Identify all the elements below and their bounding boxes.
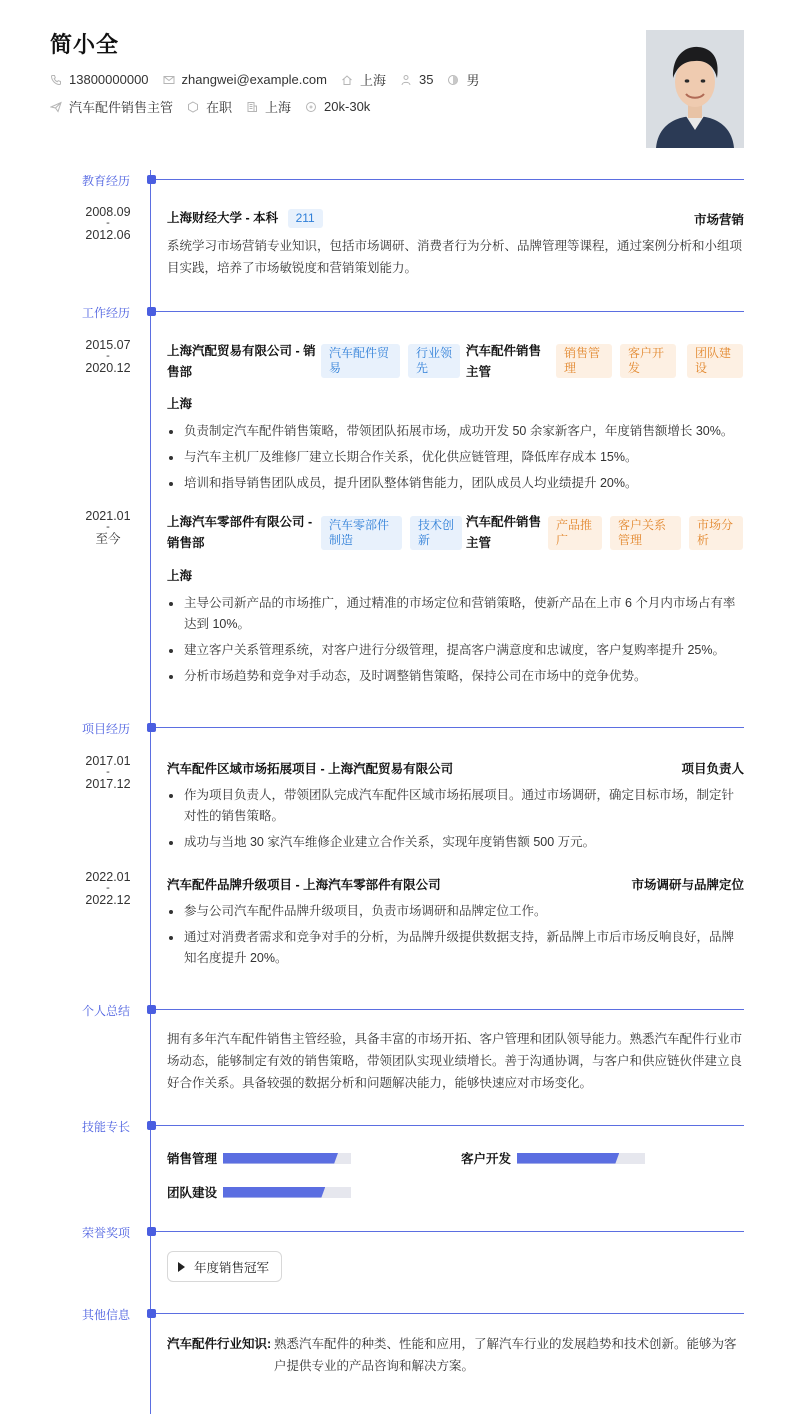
industry-tag: 汽车零部件制造: [321, 516, 402, 550]
list-item: 建立客户关系管理系统，对客户进行分级管理，提高客户满意度和忠诚度，客户复购率提升 25%。: [167, 640, 744, 661]
money-icon: [305, 101, 317, 113]
list-item: 培训和指导销售团队成员，提升团队整体销售能力，团队成员人均业绩提升 20%。: [167, 473, 744, 494]
skill-item: [167, 1149, 351, 1167]
date-end: 2012.06: [85, 228, 131, 242]
list-item: 作为项目负责人，带领团队完成汽车配件区域市场拓展项目。通过市场调研，确定目标市场，制定针对性的销售策略。: [167, 785, 744, 827]
email-info: [163, 72, 327, 87]
status-info: [187, 97, 232, 116]
job-intent-row: [50, 97, 384, 116]
age-text: 35: [418, 72, 434, 87]
list-item: 与汽车主机厂及维修厂建立长期合作关系，优化供应链管理，降低库存成本 15%。: [167, 447, 744, 468]
project-date: [68, 871, 148, 906]
home-icon: [341, 74, 353, 86]
other-info-label: 汽车配件行业知识:: [167, 1337, 272, 1351]
company-name: 上海汽车零部件有限公司 - 销售部: [167, 515, 313, 550]
list-item: 成功与当地 30 家汽车维修企业建立合作关系，实现年度销售额 500 万元。: [167, 832, 744, 853]
section-divider: [156, 1125, 744, 1126]
target-position-text: 汽车配件销售主管: [69, 100, 174, 115]
major: 市场营销: [693, 213, 744, 227]
gender-info: [447, 70, 479, 89]
work-bullets: [167, 421, 744, 499]
salary-text: 20k-30k: [324, 99, 371, 114]
date-start: 2022.01: [85, 870, 131, 884]
phone-icon: [50, 74, 62, 86]
profile-photo: [646, 30, 744, 148]
target-city-text: 上海: [265, 100, 292, 115]
city-info: [341, 70, 386, 89]
project-title: 汽车配件区域市场拓展项目 - 上海汽配贸易有限公司: [167, 762, 454, 776]
section-marker: [147, 1121, 156, 1130]
person-icon: [400, 74, 412, 86]
date-end: 2022.12: [85, 893, 131, 907]
salary-info: [305, 99, 370, 114]
date-start: 2017.01: [85, 754, 131, 768]
gender-icon: [447, 74, 459, 86]
date-start: 2008.09: [85, 205, 131, 219]
date-end: 至今: [95, 532, 121, 546]
skill-item: [461, 1149, 645, 1167]
section-divider: [156, 1313, 744, 1314]
target-position-info: [50, 97, 173, 116]
skill-bar-fill: [223, 1187, 325, 1198]
skill-tag: 客户关系管理: [610, 516, 681, 550]
email-text: zhangwei@example.com: [181, 72, 327, 87]
work-bullets: [167, 593, 744, 692]
summary-text: 拥有多年汽车配件销售主管经验，具备丰富的市场开拓、客户管理和团队领导能力。熟悉汽车配件行业市场动态，能够制定有效的销售策略，带领团队实现业绩增长。善于沟通协调，与客户和供应链伙伴建立良好合作关系。具备较强的数据分析和问题解决能力，能够快速应对市场变化。: [167, 1032, 743, 1090]
mail-icon: [163, 74, 175, 86]
skill-tag: 客户开发: [620, 344, 676, 378]
date-separator: -: [106, 882, 110, 894]
award-text: 年度销售冠军: [194, 1260, 270, 1275]
project-bullets: [167, 901, 744, 974]
date-start: 2015.07: [85, 338, 131, 352]
date-start: 2021.01: [85, 509, 131, 523]
section-marker: [147, 1005, 156, 1014]
section-marker: [147, 175, 156, 184]
project-date: [68, 755, 148, 790]
school-tag: 211: [288, 209, 323, 228]
section-title-summary: 个人总结: [81, 1004, 130, 1018]
skill-tag: 团队建设: [687, 344, 743, 378]
city-text: 上海: [359, 73, 386, 88]
skill-bar: [517, 1153, 645, 1164]
skill-item: [167, 1183, 351, 1201]
send-icon: [50, 101, 62, 113]
section-marker: [147, 1227, 156, 1236]
list-item: 主导公司新产品的市场推广，通过精准的市场定位和营销策略，使新产品在上市 6 个月内市场占有率达到 10%。: [167, 593, 744, 635]
section-title-education: 教育经历: [81, 174, 130, 188]
date-end: 2017.12: [85, 777, 131, 791]
other-info-text: 熟悉汽车配件的种类、性能和应用，了解汽车行业的发展趋势和技术创新。能够为客户提供专业的产品咨询和解决方案。: [274, 1337, 737, 1373]
work-date: [68, 339, 148, 374]
job-role: 汽车配件销售主管: [466, 344, 542, 379]
skill-bar: [223, 1187, 351, 1198]
skill-tag: 市场分析: [689, 516, 743, 550]
industry-tag: 行业领先: [408, 344, 460, 378]
section-divider: [156, 1231, 744, 1232]
skill-bar-fill: [223, 1153, 338, 1164]
list-item: 分析市场趋势和竞争对手动态，及时调整销售策略，保持公司在市场中的竞争优势。: [167, 666, 744, 687]
section-title-other: 其他信息: [81, 1308, 130, 1322]
skill-name: 客户开发: [461, 1152, 512, 1166]
section-marker: [147, 307, 156, 316]
school-name: 上海财经大学 - 本科: [167, 211, 279, 225]
date-separator: -: [106, 766, 110, 778]
date-separator: -: [106, 217, 110, 229]
section-title-awards: 荣誉奖项: [81, 1226, 130, 1240]
section-divider: [156, 1009, 744, 1010]
age-info: [400, 72, 433, 87]
section-divider: [156, 727, 744, 728]
work-date: [68, 510, 148, 545]
section-title-projects: 项目经历: [81, 722, 130, 736]
target-city-info: [246, 97, 291, 116]
section-divider: [156, 179, 744, 180]
phone-text: 13800000000: [69, 72, 149, 87]
list-item: 负责制定汽车配件销售策略，带领团队拓展市场，成功开发 50 余家新客户，年度销售额增长 30%。: [167, 421, 744, 442]
gender-text: 男: [466, 73, 480, 88]
work-location: 上海: [167, 397, 193, 411]
education-header: [167, 208, 744, 228]
project-bullets: [167, 785, 744, 858]
industry-tag: 汽车配件贸易: [321, 344, 400, 378]
project-role: 市场调研与品牌定位: [631, 878, 744, 892]
contact-row: [50, 70, 493, 89]
project-role: 项目负责人: [681, 762, 744, 776]
resume-name: 简小全: [50, 32, 120, 57]
award-badge: [167, 1251, 282, 1282]
section-divider: [156, 311, 744, 312]
section-marker: [147, 1309, 156, 1318]
date-separator: -: [106, 350, 110, 362]
status-icon: [187, 101, 199, 113]
skill-bar: [223, 1153, 351, 1164]
education-date: [68, 206, 148, 241]
building-icon: [246, 101, 258, 113]
education-description: 系统学习市场营销专业知识，包括市场调研、消费者行为分析、品牌管理等课程，通过案例分析和小组项目实践，培养了市场敏锐度和营销策划能力。: [167, 239, 743, 275]
list-item: 通过对消费者需求和竞争对手的分析，为品牌升级提供数据支持，新品牌上市后市场反响良好，品牌知名度提升 20%。: [167, 927, 744, 969]
industry-tag: 技术创新: [410, 516, 462, 550]
job-role: 汽车配件销售主管: [466, 515, 542, 550]
section-marker: [147, 723, 156, 732]
list-item: 参与公司汽车配件品牌升级项目，负责市场调研和品牌定位工作。: [167, 901, 744, 922]
section-title-skills: 技能专长: [81, 1120, 130, 1134]
date-end: 2020.12: [85, 361, 131, 375]
section-title-work: 工作经历: [81, 306, 130, 320]
skill-name: 销售管理: [167, 1152, 218, 1166]
skill-tag: 产品推广: [548, 516, 602, 550]
play-icon: [178, 1262, 185, 1272]
work-location: 上海: [167, 569, 193, 583]
status-text: 在职: [206, 100, 233, 115]
project-title: 汽车配件品牌升级项目 - 上海汽车零部件有限公司: [167, 878, 441, 892]
phone-info: [50, 72, 149, 87]
skill-bar-fill: [517, 1153, 619, 1164]
company-name: 上海汽配贸易有限公司 - 销售部: [167, 344, 316, 379]
skill-tag: 销售管理: [556, 344, 612, 378]
date-separator: -: [106, 521, 110, 533]
skill-name: 团队建设: [167, 1186, 218, 1200]
